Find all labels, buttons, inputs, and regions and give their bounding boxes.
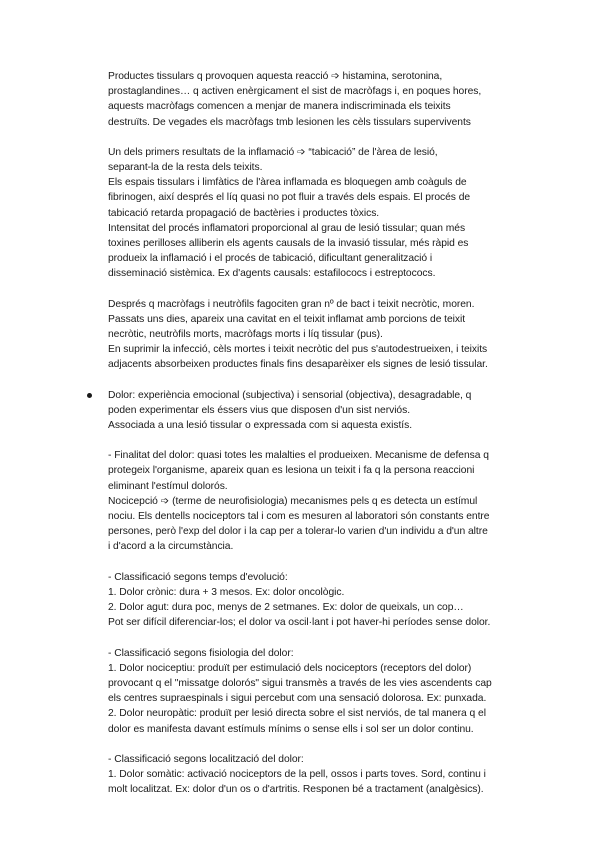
paragraph-pus [108,297,532,373]
text-line: disseminació sistèmica. Ex d'agents causals: estafilococs i estreptococs. [108,268,436,280]
paragraph-tabication [108,145,532,282]
text-line: Els espais tissulars i limfàtics de l'àrea inflamada es bloquegen amb coàguls de [108,177,467,189]
text-line: dolor es manifesta davant estímuls mínims o sense ells i sol ser un dolor continu. [108,723,474,735]
text-line: poden experimentar els éssers vius que disposen d'un sist nerviós. [108,404,411,416]
text-line: 1. Dolor crònic: dura + 3 mesos. Ex: dolor oncològic. [108,586,345,598]
text-line: necròtic, neutròfils morts, macròfags morts i líq tissular (pus). [108,329,383,341]
text-line: Nocicepció ➩ (terme de neurofisiologia) mecanismes pels q es detecta un estímul [108,495,478,507]
text-line: - Classificació segons fisiologia del dolor: [108,647,294,659]
paragraph-classification-location [108,752,532,798]
bullet-icon [87,393,92,398]
text-line: 1. Dolor somàtic: activació nociceptors de la pell, ossos i parts toves. Sord, continu i [108,768,486,780]
text-line: i d'acord a la circumstància. [108,541,234,553]
text-line: toxines perilloses alliberin els agents causals de la invasió tissular, més ràpid es [108,238,469,250]
text-line: destruïts. De vegades els macròfags tmb lesionen les cèls tissulars supervivents [108,116,471,128]
text-line: produeix la inflamació i el procés de tabicació, dificultant generalització i [108,253,433,265]
paragraph-classification-physiology [108,646,532,737]
text-line: provocant q el "missatge dolorós" sigui transmès a través de les vies ascendents cap [108,677,492,689]
text-line: Associada a una lesió tissular o expressada com si aquesta existís. [108,420,412,432]
text-line: Passats uns dies, apareix una cavitat en el teixit inflamat amb porcions de teixit [108,313,466,325]
text-line: - Finalitat del dolor: quasi totes les malalties el produeixen. Mecanisme de defensa q [108,450,489,462]
text-line: Després q macròfags i neutròfils fagociten gran nº de bact i teixit necròtic, moren. [108,298,475,310]
text-line: Dolor: experiència emocional (subjectiva) i sensorial (objectiva), desagradable, q [108,389,472,401]
text-line: 1. Dolor nociceptiu: produït per estimulació dels nociceptors (receptors del dolor) [108,662,472,674]
text-line: - Classificació segons localització del dolor: [108,753,304,765]
text-line: eliminant l'estímul dolorós. [108,480,228,492]
paragraph-classification-time [108,570,532,631]
text-line: tabicació retarda propagació de bactèries i productes tòxics. [108,207,380,219]
text-line: prostaglandines… q activen enèrgicament el sist de macròfags i, en poques hores, [108,86,482,98]
text-line: molt localitzat. Ex: dolor d'un os o d'artritis. Responen bé a tractament (analgèsics). [108,784,484,796]
text-line: adjacents absorbeixen productes finals fins desaparèixer els signes de lesió tissular. [108,359,488,371]
text-line: - Classificació segons temps d'evolució: [108,571,288,583]
bullet-item-pain [108,388,532,434]
text-line: nociu. Els dentells nociceptors tal i com es mesuren al laboratori són constants entre [108,511,490,523]
paragraph-pain-purpose [108,448,532,554]
text-line: 2. Dolor neuropàtic: produït per lesió directa sobre el sist nerviós, de tal manera q el [108,708,486,720]
text-line: els centres supraespinals i sigui percebut com una sensació dolorosa. Ex: punxada. [108,693,487,705]
text-line: separant-la de la resta dels teixits. [108,162,263,174]
text-line: Pot ser difícil diferenciar-los; el dolor va oscil·lant i pot haver-hi períodes sense dolor. [108,617,491,629]
text-line: Un dels primers resultats de la inflamació ➩ “tabicació” de l'àrea de lesió, [108,146,438,158]
paragraph-tissue-products [108,69,532,130]
text-line: fibrinogen, així després el líq quasi no pot fluir a través dels espais. El procés de [108,192,471,204]
text-line: 2. Dolor agut: dura poc, menys de 2 setmanes. Ex: dolor de queixals, un cop… [108,602,464,614]
document-body [108,69,532,797]
text-line: Productes tissulars q provoquen aquesta reacció ➩ histamina, serotonina, [108,71,443,82]
text-line: Intensitat del procés inflamatori proporcional al grau de lesió tissular; quan més [108,222,466,234]
text-line: aquests macròfags comencen a menjar de manera indiscriminada els teixits [108,101,451,113]
text-line: persones, però l'exp del dolor i la cap per a tolerar-lo varien d'un individu a d'un altre [108,526,488,538]
text-line: protegeix l'organisme, apareix quan es lesiona un teixit i fa q la persona reaccioni [108,465,475,477]
text-line: En suprimir la infecció, cèls mortes i teixit necròtic del pus s'autodestrueixen, i teixits [108,344,488,356]
